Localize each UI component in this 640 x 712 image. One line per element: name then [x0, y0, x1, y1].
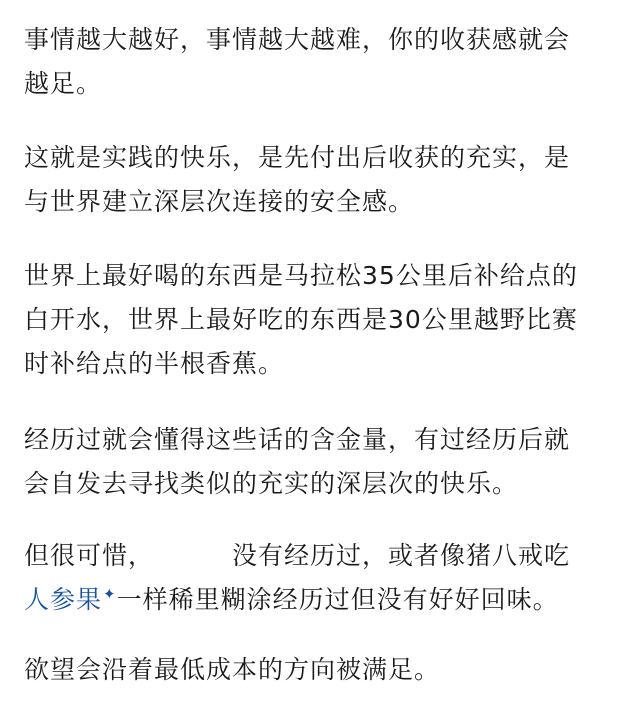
text-segment: 一样稀里糊涂经历过但没有好好回味。: [116, 585, 559, 614]
text-line: 经历过就会懂得这些话的含金量，有过经历后就: [24, 425, 571, 454]
paragraph: [24, 18, 616, 106]
text-line: 事情越大越好，事情越大越难，你的收获感就会: [24, 25, 571, 54]
text-line: 会自发去寻找类似的充实的深层次的快乐。: [24, 469, 519, 498]
text-line: 这就是实践的快乐，是先付出后收获的充实，是: [24, 143, 571, 172]
text-segment: 但很可惜，: [24, 541, 155, 570]
text-line: 越足。: [24, 69, 103, 98]
text-line: 欲望会沿着最低成本的方向被满足。: [24, 655, 441, 684]
text-line: 与世界建立深层次连接的安全感。: [24, 187, 415, 216]
paragraph: [24, 136, 616, 224]
text-line: 白开水，世界上最好吃的东西是30公里越野比赛: [24, 305, 578, 334]
text-segment: 没有经历过，或者像猪八戒吃: [232, 541, 571, 570]
paragraph: [24, 534, 616, 622]
paragraph: [24, 648, 616, 692]
text-line: [24, 534, 616, 578]
redacted-region: [154, 543, 232, 571]
sparkle-icon[interactable]: ✦: [103, 584, 117, 603]
paragraph: [24, 418, 616, 506]
keyword-link-label[interactable]: 人参果: [24, 585, 103, 614]
keyword-link-renshenguo[interactable]: [24, 585, 117, 614]
text-line: [24, 578, 616, 622]
paragraph: [24, 254, 616, 386]
text-line: 世界上最好喝的东西是马拉松35公里后补给点的: [24, 261, 578, 290]
text-line: 时补给点的半根香蕉。: [24, 349, 285, 378]
